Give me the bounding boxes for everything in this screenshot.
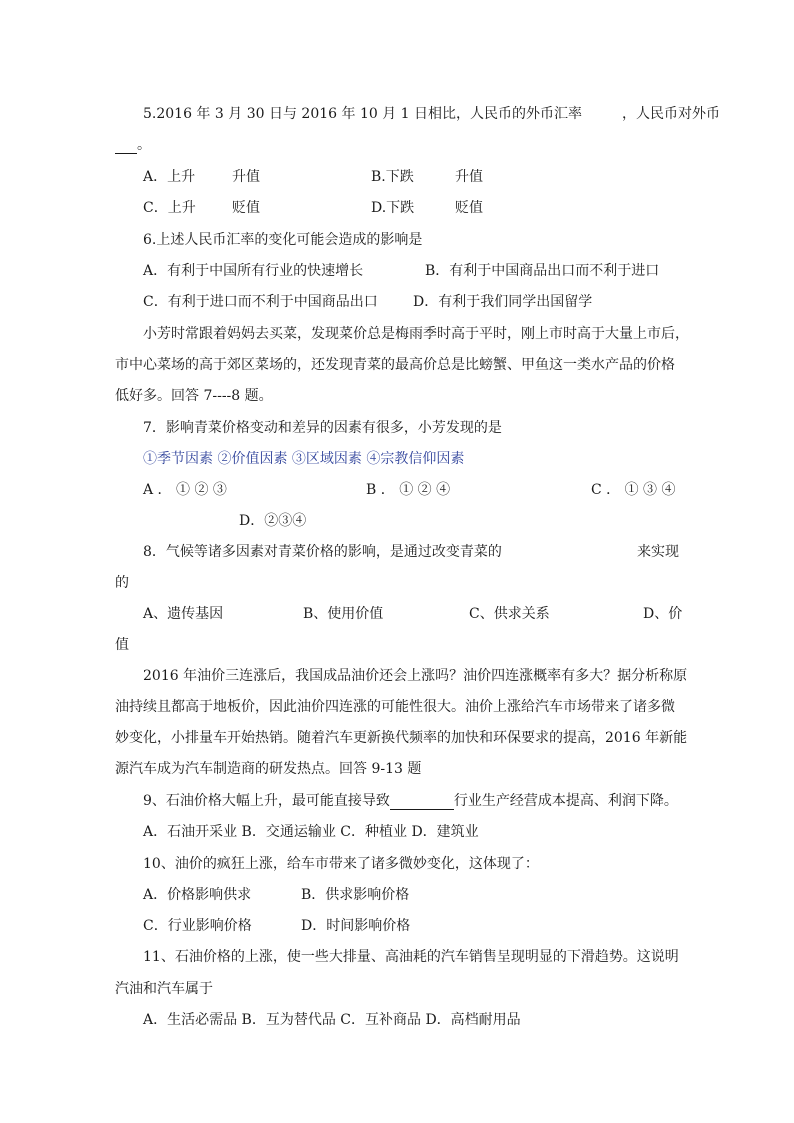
q5-option-c: C．上升 — [143, 200, 196, 216]
q9-stem: 9、石油价格大幅上升，最可能直接导致 行业生产经营成本提高、利润下降。 — [143, 793, 678, 809]
q6-option-d: D．有利于我们同学出国留学 — [413, 294, 593, 310]
q8-option-a: A、遗传基因 — [143, 606, 224, 622]
q8-option-d-wrap: 值 — [115, 637, 129, 653]
q7-option-d: D．②③④ — [239, 513, 307, 529]
q10-option-c: C．行业影响价格 — [143, 918, 252, 934]
q5-option-d: D.下跌 — [371, 200, 415, 216]
q5-option-b-2: 升值 — [455, 169, 483, 185]
q6-stem: 6.上述人民币汇率的变化可能会造成的影响是 — [143, 232, 423, 248]
q6-option-b: B．有利于中国商品出口而不利于进口 — [425, 263, 660, 279]
q7-stem: 7．影响青菜价格变动和差异的因素有很多，小芳发现的是 — [143, 420, 502, 436]
q11-options: A．生活必需品 B．互为替代品 C．互补商品 D．高档耐用品 — [143, 1012, 521, 1028]
passage1-line3: 低好多。回答 7----8 题。 — [115, 388, 273, 404]
q5-blank-2 — [115, 137, 137, 154]
passage2-line2: 油持续且都高于地板价，因此油价四连涨的可能性很大。油价上涨给汽车市场带来了诸多微 — [115, 699, 675, 715]
q5-option-d-2: 贬值 — [455, 200, 483, 216]
q6-option-c: C．有利于进口而不利于中国商品出口 — [143, 294, 378, 310]
q6-option-a: A．有利于中国所有行业的快速增长 — [143, 263, 364, 279]
q10-option-a: A．价格影响供求 — [143, 887, 252, 903]
q9-blank — [390, 793, 454, 810]
q5-option-c-2: 贬值 — [232, 200, 260, 216]
q8-option-d: D、价 — [643, 606, 683, 622]
q8-option-b: B、使用价值 — [303, 606, 384, 622]
q5-option-a: A．上升 — [143, 169, 196, 185]
q5-option-a-2: 升值 — [232, 169, 260, 185]
passage2-line3: 妙变化，小排量车开始热销。随着汽车更新换代频率的加快和环保要求的提高，2016 年新能 — [115, 730, 688, 746]
q8-option-c: C、供求关系 — [469, 606, 550, 622]
q11-stem-line2: 汽油和汽车属于 — [115, 981, 213, 997]
q10-stem: 10、油价的疯狂上涨，给车市带来了诸多微妙变化，这体现了： — [143, 856, 539, 872]
q7-option-b: B ． ① ② ④ — [366, 482, 451, 498]
passage1-line2: 市中心菜场的高于郊区菜场的，还发现青菜的最高价总是比螃蟹、甲鱼这一类水产品的价格 — [115, 357, 675, 373]
q5-stem: 5.2016 年 3 月 30 日与 2016 年 10 月 1 日相比，人民币的外币汇率 ，人民币对外币 — [143, 106, 721, 122]
q7-option-c: C ． ① ③ ④ — [591, 482, 676, 498]
passage2-line1: 2016 年油价三连涨后，我国成品油价还会上涨吗？油价四连涨概率有多大？据分析称原 — [143, 668, 688, 684]
q8-stem-line2: 的 — [115, 575, 129, 591]
q11-stem-line1: 11、石油价格的上涨，使一些大排量、高油耗的汽车销售呈现明显的下滑趋势。这说明 — [143, 949, 679, 965]
q10-option-b: B．供求影响价格 — [301, 887, 410, 903]
q8-stem-end: 来实现 — [637, 544, 679, 560]
q7-items: ①季节因素 ②价值因素 ③区域因素 ④宗教信仰因素 — [143, 451, 465, 467]
q7-option-a: A ． ① ② ③ — [143, 482, 227, 498]
passage1-line1: 小芳时常跟着妈妈去买菜，发现菜价总是梅雨季时高于平时，刚上市时高于大量上市后， — [143, 326, 689, 342]
passage2-line4: 源汽车成为汽车制造商的研发热点。回答 9-13 题 — [115, 761, 422, 777]
q8-stem: 8．气候等诸多因素对青菜价格的影响，是通过改变青菜的 — [143, 544, 502, 560]
q9-options: A．石油开采业 B．交通运输业 C．种植业 D．建筑业 — [143, 824, 479, 840]
q5-option-b: B.下跌 — [371, 169, 414, 185]
q5-stem-line2: 。 — [115, 134, 151, 154]
q10-option-d: D．时间影响价格 — [301, 918, 411, 934]
